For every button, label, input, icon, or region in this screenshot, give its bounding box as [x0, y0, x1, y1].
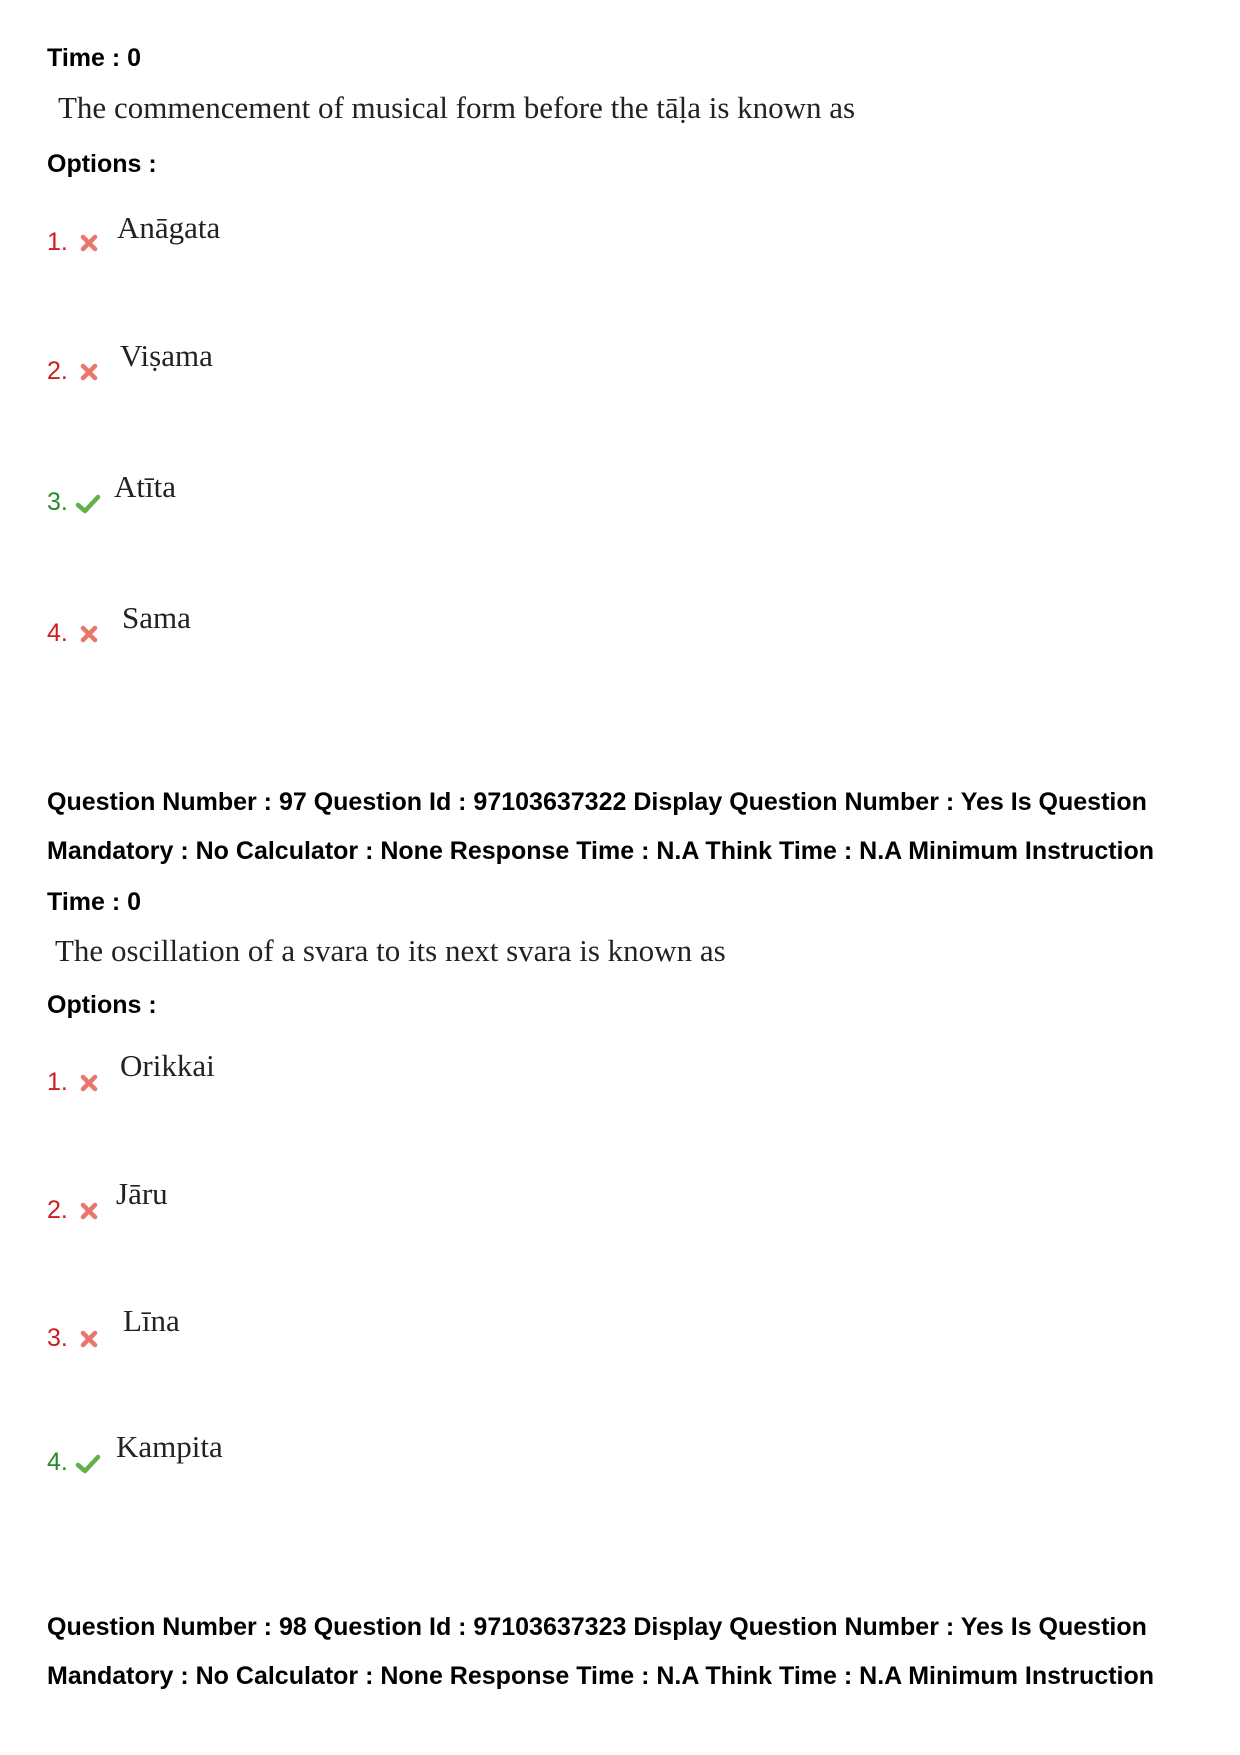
- option-number: 4.: [47, 1448, 68, 1476]
- cross-icon: [76, 1326, 102, 1352]
- option-number: 2.: [47, 357, 68, 385]
- option-number: 3.: [47, 1324, 68, 1352]
- cross-icon: [76, 621, 102, 647]
- option-text: Sama: [122, 600, 191, 635]
- cross-icon: [76, 1070, 102, 1096]
- question-meta-line: Mandatory : No Calculator : None Response Time : N.A Think Time : N.A Minimum Instruction: [47, 1662, 1155, 1690]
- time-label: Time : 0: [47, 888, 142, 916]
- option-text: Orikkai: [120, 1048, 215, 1083]
- options-label: Options :: [47, 991, 157, 1019]
- option-text: Viṣama: [120, 338, 213, 373]
- cross-icon: [76, 230, 102, 256]
- question-meta: [47, 1603, 1217, 1701]
- option-text: Līna: [123, 1303, 180, 1338]
- check-icon: [75, 491, 101, 517]
- option-text: Atīta: [114, 469, 176, 504]
- option-text: Kampita: [116, 1429, 223, 1464]
- question-meta-line: Question Number : 97 Question Id : 97103637322 Display Question Number : Yes Is Question: [47, 788, 1147, 816]
- option-number: 3.: [47, 488, 68, 516]
- options-label: Options :: [47, 150, 157, 178]
- option-number: 1.: [47, 228, 68, 256]
- option-number: 1.: [47, 1068, 68, 1096]
- cross-icon: [76, 359, 102, 385]
- question-meta-line: Question Number : 98 Question Id : 97103637323 Display Question Number : Yes Is Question: [47, 1613, 1147, 1641]
- question-meta-line: Mandatory : No Calculator : None Response Time : N.A Think Time : N.A Minimum Instruction: [47, 837, 1155, 865]
- question-text: The commencement of musical form before the tāḷa is known as: [58, 90, 856, 125]
- option-text: Jāru: [116, 1176, 168, 1211]
- option-text: Anāgata: [117, 210, 221, 245]
- time-label: Time : 0: [47, 44, 142, 72]
- check-icon: [75, 1451, 101, 1477]
- question-text: The oscillation of a svara to its next svara is known as: [55, 933, 726, 968]
- cross-icon: [76, 1198, 102, 1224]
- question-meta: [47, 778, 1217, 876]
- option-number: 2.: [47, 1196, 68, 1224]
- option-number: 4.: [47, 619, 68, 647]
